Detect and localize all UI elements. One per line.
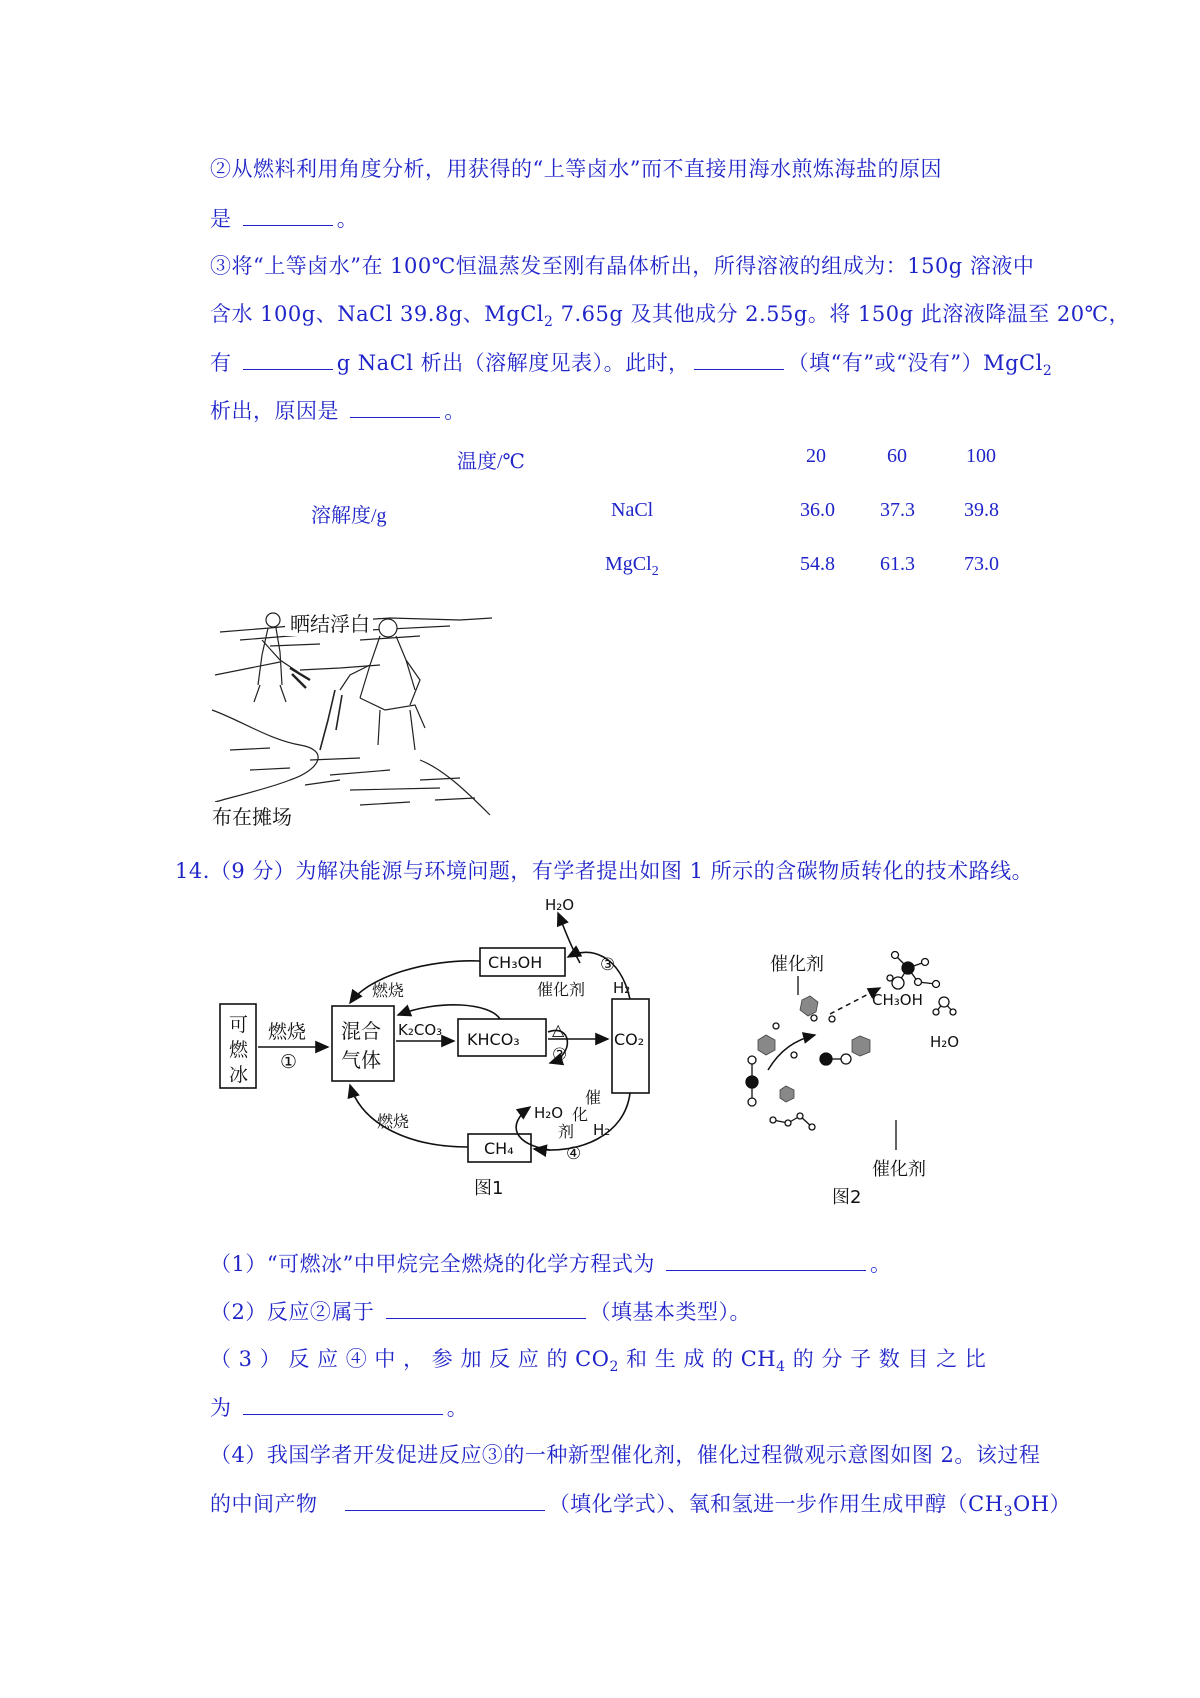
q13-p2-text-a: 是 xyxy=(210,207,232,231)
answer-blank-3[interactable] xyxy=(694,347,784,370)
answer-blank-2[interactable] xyxy=(243,347,333,370)
fig1-ch4: CH₄ xyxy=(484,1139,514,1158)
q13-p2-text-b: 。 xyxy=(336,207,359,231)
q13-p3-line2 xyxy=(210,299,1130,337)
q14-sub3-line1 xyxy=(210,1344,986,1382)
q14-sub1 xyxy=(210,1248,892,1279)
q14-sub4-text: （4）我国学者开发促进反应③的一种新型催化剂，催化过程微观示意图如图 2。该过程 xyxy=(210,1443,1041,1467)
fig1-h2-top: H₂ xyxy=(613,979,631,997)
q13-p3-text-b: 7.65g 及其他成分 2.55g。将 150g 此溶液降温至 20℃， xyxy=(553,302,1131,326)
answer-blank-4[interactable] xyxy=(350,395,440,418)
nacl-20: 36.0 xyxy=(800,499,835,521)
fig1-h2o-bottom: H₂O xyxy=(534,1104,564,1122)
fig1-khco3: KHCO₃ xyxy=(467,1030,520,1049)
q13-p3-text: ③将“上等卤水”在 100℃恒温蒸发至刚有晶体析出，所得溶液的组成为：150g 溶液中 xyxy=(210,254,1035,278)
answer-blank-7[interactable] xyxy=(243,1392,443,1415)
temp-60: 60 xyxy=(887,445,907,467)
q14-sub3-end: 。 xyxy=(446,1396,469,1420)
figure-2-catalysis-schematic xyxy=(740,940,980,1205)
q14-sub2-text: （2）反应②属于 xyxy=(210,1300,375,1324)
mgcl2-60: 61.3 xyxy=(880,553,915,575)
q14-sub2 xyxy=(210,1296,751,1327)
nacl-label: NaCl xyxy=(611,499,654,521)
q14-sub3-line2 xyxy=(210,1392,468,1423)
temp-100: 100 xyxy=(966,445,996,467)
subscript: 3 xyxy=(1003,1504,1013,1521)
fig2-catalyst-label-bottom: 催化剂 xyxy=(872,1159,926,1180)
q14-sub1-text: （1）“可燃冰”中甲烷完全燃烧的化学方程式为 xyxy=(210,1252,655,1276)
fig1-catalyst-bottom-2: 化 xyxy=(572,1105,589,1124)
nacl-100: 39.8 xyxy=(964,499,999,521)
fig1-catalyst-bottom-1: 催 xyxy=(585,1088,602,1107)
q14-sub3-text-c: 的 分 子 数 目 之 比 xyxy=(785,1347,987,1371)
fig2-caption: 图2 xyxy=(832,1187,862,1205)
q13-p3-line4 xyxy=(210,395,466,426)
illustration-caption-bottom: 布在摊场 xyxy=(212,805,292,829)
fig2-ch3oh: CH₃OH xyxy=(872,991,923,1009)
q14-heading xyxy=(175,856,1033,886)
q14-heading-text: 14.（9 分）为解决能源与环境问题，有学者提出如图 1 所示的含碳物质转化的技术路线。 xyxy=(175,859,1034,883)
temp-20: 20 xyxy=(806,445,826,467)
q14-sub3-text-b: 和 生 成 的 CH xyxy=(618,1347,777,1371)
fig1-k2co3: K₂CO₃ xyxy=(398,1021,443,1039)
fig1-catalyst-top: 催化剂 xyxy=(537,980,586,999)
fig1-circle-1: ① xyxy=(280,1051,298,1073)
mgcl2-100: 73.0 xyxy=(964,553,999,575)
fig1-catalyst-bottom-3: 剂 xyxy=(558,1122,575,1141)
fig1-circle-2: ② xyxy=(552,1045,568,1065)
fig1-caption: 图1 xyxy=(474,1178,504,1199)
subscript: 2 xyxy=(1042,363,1053,380)
fig1-ice-char-1: 可 xyxy=(229,1014,249,1036)
q13-p3-text-e: （填“有”或“没有”）MgCl xyxy=(787,351,1043,375)
fig1-ch3oh: CH₃OH xyxy=(488,953,543,972)
q14-sub1-end: 。 xyxy=(870,1252,892,1276)
q13-p3-text-f: 析出，原因是 xyxy=(210,399,339,423)
q14-sub4-text-a: 的中间产物 xyxy=(210,1492,318,1516)
q13-p3-text-d: g NaCl 析出（溶解度见表）。此时， xyxy=(336,351,690,375)
figure-1-carbon-conversion-route xyxy=(200,895,700,1200)
q13-p2-line1 xyxy=(210,154,942,184)
answer-blank-8[interactable] xyxy=(345,1488,545,1511)
subscript: 2 xyxy=(651,564,659,579)
fig1-h2o-top: H₂O xyxy=(545,896,575,914)
fig1-ice-char-3: 冰 xyxy=(229,1064,249,1086)
q14-sub3-text-a: （ 3 ） 反 应 ④ 中 ， 参 加 反 应 的 CO xyxy=(210,1347,610,1371)
temp-header: 温度/℃ xyxy=(457,451,525,473)
q14-sub4-line1 xyxy=(210,1440,1040,1470)
answer-blank-1[interactable] xyxy=(243,203,333,226)
fig1-co2: CO₂ xyxy=(614,1030,645,1049)
fig1-mixed-gas-line2: 气体 xyxy=(341,1048,381,1072)
fig1-burn-top: 燃烧 xyxy=(372,981,405,1000)
fig1-mixed-gas-line1: 混合 xyxy=(341,1019,381,1043)
fig1-delta: △ xyxy=(552,1020,565,1039)
subscript: 2 xyxy=(544,314,554,331)
fig2-h2o: H₂O xyxy=(930,1033,960,1051)
q13-p3-text-c: 有 xyxy=(210,351,232,375)
mgcl2-text: MgCl xyxy=(605,553,652,575)
q13-p3-line1 xyxy=(210,251,1034,281)
mgcl2-label xyxy=(605,553,659,580)
illustration-caption-top: 晒结浮白 xyxy=(290,612,370,636)
q14-sub2-end: （填基本类型）。 xyxy=(589,1300,752,1324)
fig1-circle-4: ④ xyxy=(566,1144,582,1164)
q13-p2-text: ②从燃料利用角度分析，用获得的“上等卤水”而不直接用海水煎炼海盐的原因 xyxy=(210,157,942,181)
fig1-burn-1: 燃烧 xyxy=(268,1021,307,1043)
q13-p3-text-a: 含水 100g、NaCl 39.8g、MgCl xyxy=(210,302,544,326)
nacl-60: 37.3 xyxy=(880,499,915,521)
answer-blank-5[interactable] xyxy=(666,1248,866,1271)
q14-sub4-text-c: OH） xyxy=(1013,1492,1072,1516)
mgcl2-20: 54.8 xyxy=(800,553,835,575)
q14-sub4-text-b: （填化学式）、氧和氢进一步作用生成甲醇（CH xyxy=(548,1492,1004,1516)
q13-p3-text-g: 。 xyxy=(444,399,466,423)
subscript: 2 xyxy=(609,1359,619,1376)
fig1-circle-3: ③ xyxy=(600,955,616,975)
q13-p3-line3 xyxy=(210,347,1052,386)
salt-drying-illustration xyxy=(210,610,495,830)
fig1-burn-bottom: 燃烧 xyxy=(377,1112,410,1131)
answer-blank-6[interactable] xyxy=(386,1296,586,1319)
fig1-h2-bottom: H₂ xyxy=(593,1121,611,1139)
q14-sub4-line2 xyxy=(210,1488,1071,1527)
solubility-row-label: 溶解度/g xyxy=(311,505,387,527)
q13-p2-line2 xyxy=(210,203,358,234)
q14-sub3-text-d: 为 xyxy=(210,1396,232,1420)
fig2-catalyst-label-top: 催化剂 xyxy=(770,954,824,975)
subscript: 4 xyxy=(776,1359,786,1376)
fig1-ice-char-2: 燃 xyxy=(229,1039,249,1061)
